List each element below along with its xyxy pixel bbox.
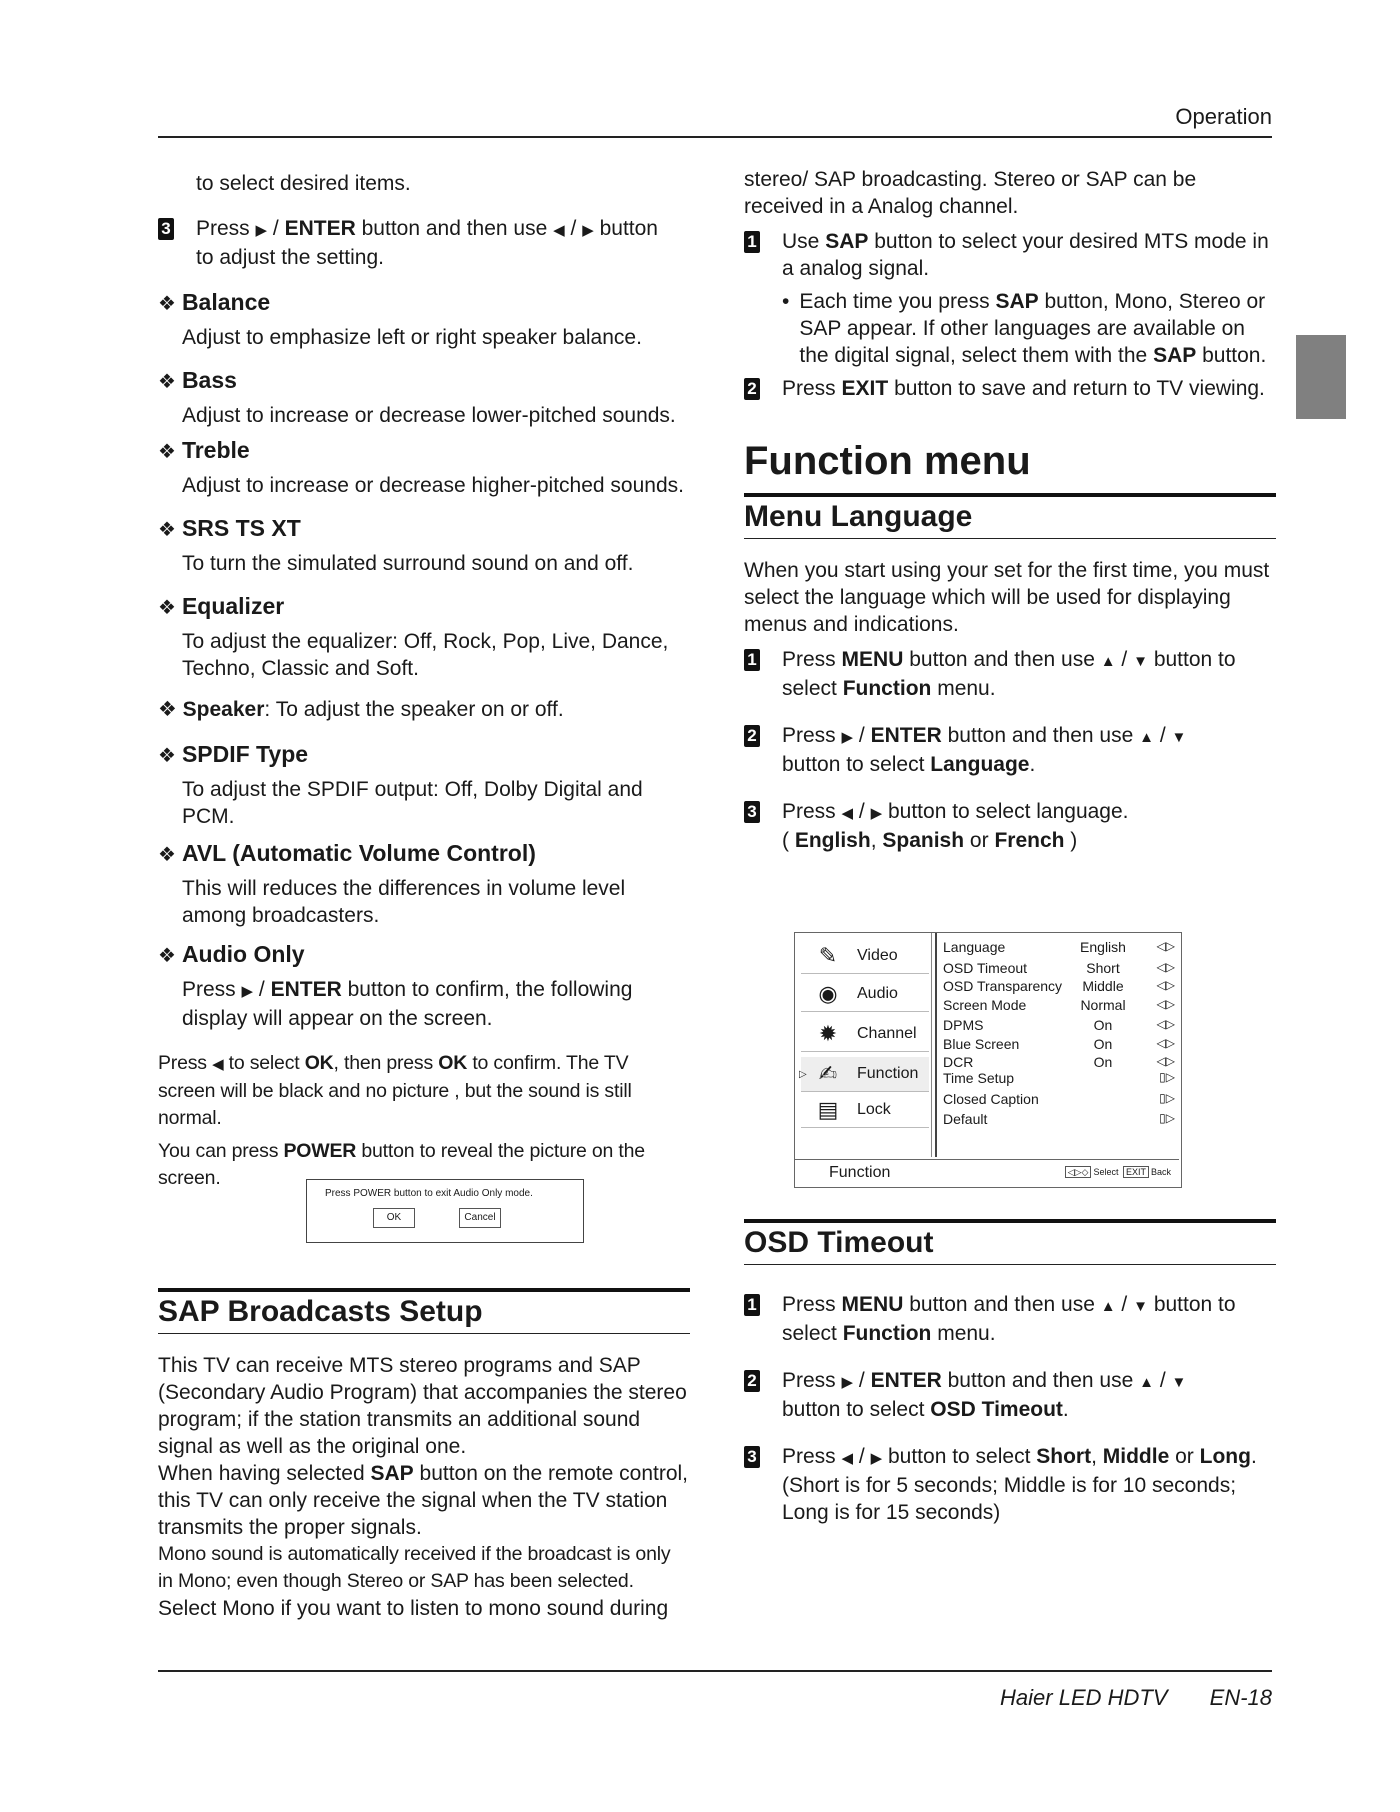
sap-continued: stereo/ SAP broadcasting. Stereo or SAP can be received in a Analog channel. (744, 168, 1197, 218)
diamond-bullet-icon: ❖ (158, 597, 176, 619)
osd-tab-list (795, 933, 932, 1157)
right-arrow-icon: ▶ (582, 222, 594, 239)
diamond-bullet-icon: ❖ (158, 371, 176, 393)
osd-tab-channel[interactable]: ✹ Channel (801, 1017, 929, 1052)
side-tab (1296, 335, 1346, 419)
up-arrow-icon: ▲ (1139, 729, 1154, 746)
osd-timeout-step-2: 2 Press ▶ / ENTER button and then use ▲ / ▼ button to select OSD Timeout. (744, 1367, 1276, 1423)
osd-timeout-section (744, 1219, 1276, 1526)
osd-bottom-title: Function (829, 1164, 891, 1181)
bass-desc: Adjust to increase or decrease lower-pitched sounds. (182, 404, 676, 427)
equalizer-heading: ❖ Equalizer (158, 593, 285, 619)
dialog-cancel-button[interactable]: Cancel (459, 1208, 501, 1228)
enter-arrow-icon: ▯▷ (1159, 1111, 1175, 1125)
avl-desc: This will reduces the differences in volume level among broadcasters. (182, 877, 626, 927)
sap-bullet: • Each time you press SAP button, Mono, Stereo or SAP appear. If other languages are available on the digital signal, select them with the SAP button. (782, 290, 1267, 367)
page-footer (964, 1685, 1272, 1711)
power-text: You can press POWER button to reveal the picture on the screen. (158, 1140, 645, 1189)
sap-paragraph-3: Mono sound is automatically received if the broadcast is only in Mono; even though Stereo or SAP has been selected. (158, 1543, 671, 1592)
enter-arrow-icon: ▯▷ (1159, 1070, 1175, 1084)
footer-page-number: EN-18 (1209, 1685, 1272, 1710)
right-arrow-icon: ▶ (870, 805, 883, 822)
bass-heading: ❖ Bass (158, 367, 237, 393)
up-arrow-icon: ▲ (1100, 1298, 1116, 1315)
function-menu-title: Function menu (744, 439, 1031, 483)
menu-language-title: Menu Language (744, 500, 973, 533)
sap-section (158, 1288, 690, 1622)
lock-icon: ▤ (817, 1097, 839, 1122)
left-right-arrows-icon: ◁▷ (1156, 978, 1175, 992)
audio-only-desc: Press ▶ / ENTER button to confirm, the following display will appear on the screen. (182, 978, 633, 1030)
spdif-heading: ❖ SPDIF Type (158, 741, 309, 767)
avl-heading: ❖ AVL (Automatic Volume Control) (158, 840, 536, 866)
footer-product: Haier LED HDTV (1000, 1685, 1168, 1710)
top-rule (158, 136, 1272, 138)
sap-paragraph-1: This TV can receive MTS stereo programs and SAP (Secondary Audio Program) that accompanies the stereo program; if the station transmits an additional sound signal as well as the original one. (158, 1354, 687, 1458)
diamond-bullet-icon: ❖ (158, 441, 176, 463)
left-right-arrows-icon: ◁▷ (1156, 997, 1175, 1011)
menu-language-step-1: 1 Press MENU button and then use ▲ / ▼ button to select Function menu. (744, 646, 1276, 702)
left-arrow-icon: ◀ (841, 1450, 854, 1467)
up-arrow-icon: ▲ (1100, 653, 1116, 670)
left-column (158, 170, 690, 1192)
right-arrow-icon: ▶ (841, 729, 854, 746)
sap-step-1: 1 Use SAP button to select your desired MTS mode in a analog signal. (744, 228, 1276, 282)
osd-row-default[interactable]: Default ▯▷ (943, 1111, 1175, 1127)
right-arrow-icon: ▶ (841, 1374, 854, 1391)
step-number: 1 (744, 649, 760, 671)
osd-row-dpms[interactable]: DPMS On ◁▷ (943, 1017, 1175, 1033)
section-rule (158, 1333, 690, 1334)
channel-icon: ✹ (818, 1021, 838, 1046)
dialog-ok-button[interactable]: OK (373, 1208, 415, 1228)
osd-menu-screenshot (794, 932, 1182, 1188)
up-arrow-icon: ▲ (1139, 1374, 1154, 1391)
osd-tab-audio[interactable]: ◉ Audio (801, 977, 929, 1012)
audio-only-heading: ❖ Audio Only (158, 941, 305, 967)
step-number: 2 (744, 1370, 760, 1392)
menu-language-step-2: 2 Press ▶ / ENTER button and then use ▲ / ▼ button to select Language. (744, 722, 1276, 778)
treble-heading: ❖ Treble (158, 437, 250, 463)
diamond-bullet-icon: ❖ (158, 698, 177, 721)
osd-row-osd-timeout[interactable]: OSD Timeout Short ◁▷ (943, 960, 1175, 976)
step-number: 3 (744, 1446, 760, 1468)
osd-row-language[interactable]: Language English ◁▷ (943, 939, 1175, 955)
spdif-desc: To adjust the SPDIF output: Off, Dolby Digital and PCM. (182, 778, 643, 828)
osd-tab-video[interactable]: ✎ Video (801, 939, 929, 974)
osd-row-transparency[interactable]: OSD Transparency Middle ◁▷ (943, 978, 1175, 994)
right-arrow-icon: ▶ (255, 222, 268, 239)
sap-paragraph-2: When having selected SAP button on the remote control, this TV can only receive the signal when the TV station transmits the proper signals. (158, 1462, 689, 1539)
left-arrow-icon: ◀ (212, 1056, 224, 1073)
diamond-bullet-icon: ❖ (158, 293, 176, 315)
nav-arrows-icon: ◁▷◇ (1065, 1166, 1092, 1178)
function-menu-section (744, 439, 1276, 854)
diamond-bullet-icon: ❖ (158, 745, 176, 767)
video-icon: ✎ (818, 943, 838, 968)
step-number: 2 (744, 378, 760, 400)
right-arrow-icon: ▶ (241, 983, 254, 1000)
diamond-bullet-icon: ❖ (158, 519, 176, 541)
osd-hint: ◁▷◇ Select EXIT Back (1063, 1167, 1171, 1178)
right-arrow-icon: ▶ (870, 1450, 883, 1467)
bottom-rule (158, 1670, 1272, 1672)
osd-row-dcr[interactable]: DCR On ◁▷ (943, 1054, 1175, 1070)
step-number: 3 (744, 801, 760, 823)
enter-arrow-icon: ▯▷ (1159, 1091, 1175, 1105)
section-bar (744, 1219, 1276, 1223)
left-right-arrows-icon: ◁▷ (1156, 1017, 1175, 1031)
osd-row-time-setup[interactable]: Time Setup ▯▷ (943, 1070, 1175, 1086)
section-rule (744, 1264, 1276, 1265)
sap-step-2: 2 Press EXIT button to save and return to TV viewing. (744, 375, 1276, 402)
left-arrow-icon: ◀ (841, 805, 854, 822)
down-arrow-icon: ▼ (1133, 653, 1148, 670)
osd-timeout-note: (Short is for 5 seconds; Middle is for 10 seconds; Long is for 15 seconds) (782, 1474, 1237, 1524)
step-3: 3 Press ▶ / ENTER button and then use ◀ / ▶ button to adjust the setting. (158, 215, 690, 271)
intro-continued: to select desired items. (196, 172, 411, 195)
left-right-arrows-icon: ◁▷ (1156, 1054, 1175, 1068)
osd-settings-list (935, 933, 1181, 1157)
osd-tab-function[interactable]: ▷ ✍ Function (801, 1057, 929, 1092)
section-label: Operation (1175, 104, 1272, 129)
speaker-line: ❖ Speaker: To adjust the speaker on or off. (158, 698, 564, 721)
step-number: 1 (744, 1294, 760, 1316)
osd-row-screen-mode[interactable]: Screen Mode Normal ◁▷ (943, 997, 1175, 1013)
equalizer-desc: To adjust the equalizer: Off, Rock, Pop, Live, Dance, Techno, Classic and Soft. (182, 630, 669, 680)
step-number: 2 (744, 725, 760, 747)
osd-row-closed-caption[interactable]: Closed Caption ▯▷ (943, 1091, 1175, 1107)
left-right-arrows-icon: ◁▷ (1156, 960, 1175, 974)
diamond-bullet-icon: ❖ (158, 844, 176, 866)
osd-tab-lock[interactable]: ▤ Lock (801, 1093, 929, 1128)
left-arrow-icon: ◀ (553, 222, 565, 239)
sap-title: SAP Broadcasts Setup (158, 1295, 483, 1328)
balance-heading: ❖ Balance (158, 289, 271, 315)
step-number: 1 (744, 231, 760, 253)
osd-timeout-step-1: 1 Press MENU button and then use ▲ / ▼ button to select Function menu. (744, 1291, 1276, 1347)
osd-row-blue-screen[interactable]: Blue Screen On ◁▷ (943, 1036, 1175, 1052)
sap-paragraph-4: Select Mono if you want to listen to mono sound during (158, 1597, 669, 1620)
press-ok-text: Press ◀ to select OK, then press OK to confirm. The TV screen will be black and no picture , but the sound is still normal. (158, 1052, 632, 1129)
dialog-message: Press POWER button to exit Audio Only mode. (325, 1188, 533, 1199)
selected-arrow-icon: ▷ (799, 1068, 807, 1080)
left-right-arrows-icon: ◁▷ (1156, 939, 1175, 953)
srs-heading: ❖ SRS TS XT (158, 515, 301, 541)
function-icon: ✍ (818, 1061, 838, 1086)
down-arrow-icon: ▼ (1171, 729, 1187, 746)
section-bar (744, 493, 1276, 497)
treble-desc: Adjust to increase or decrease higher-pitched sounds. (182, 474, 684, 497)
right-column-top (744, 166, 1276, 402)
menu-language-intro: When you start using your set for the first time, you must select the language which will be used for displaying menus and indications. (744, 559, 1270, 636)
section-bar (158, 1288, 690, 1292)
osd-timeout-title: OSD Timeout (744, 1226, 934, 1259)
menu-language-step-3: 3 Press ◀ / ▶ button to select language. ( English, Spanish or French ) (744, 798, 1276, 854)
srs-desc: To turn the simulated surround sound on and off. (182, 552, 634, 575)
bullet-dot-icon: • (782, 290, 790, 313)
audio-icon: ◉ (818, 981, 838, 1006)
section-rule (744, 538, 1276, 539)
osd-timeout-step-3: 3 Press ◀ / ▶ button to select Short, Middle or Long. (Short is for 5 seconds; Middle is for 10 seconds; Long is for 15 seconds) (744, 1443, 1276, 1526)
left-right-arrows-icon: ◁▷ (1156, 1036, 1175, 1050)
osd-bottom-bar (795, 1159, 1179, 1188)
down-arrow-icon: ▼ (1171, 1374, 1187, 1391)
step-number: 3 (158, 218, 174, 240)
balance-desc: Adjust to emphasize left or right speaker balance. (182, 326, 642, 349)
audio-only-dialog (306, 1179, 584, 1243)
diamond-bullet-icon: ❖ (158, 945, 176, 967)
down-arrow-icon: ▼ (1133, 1298, 1148, 1315)
